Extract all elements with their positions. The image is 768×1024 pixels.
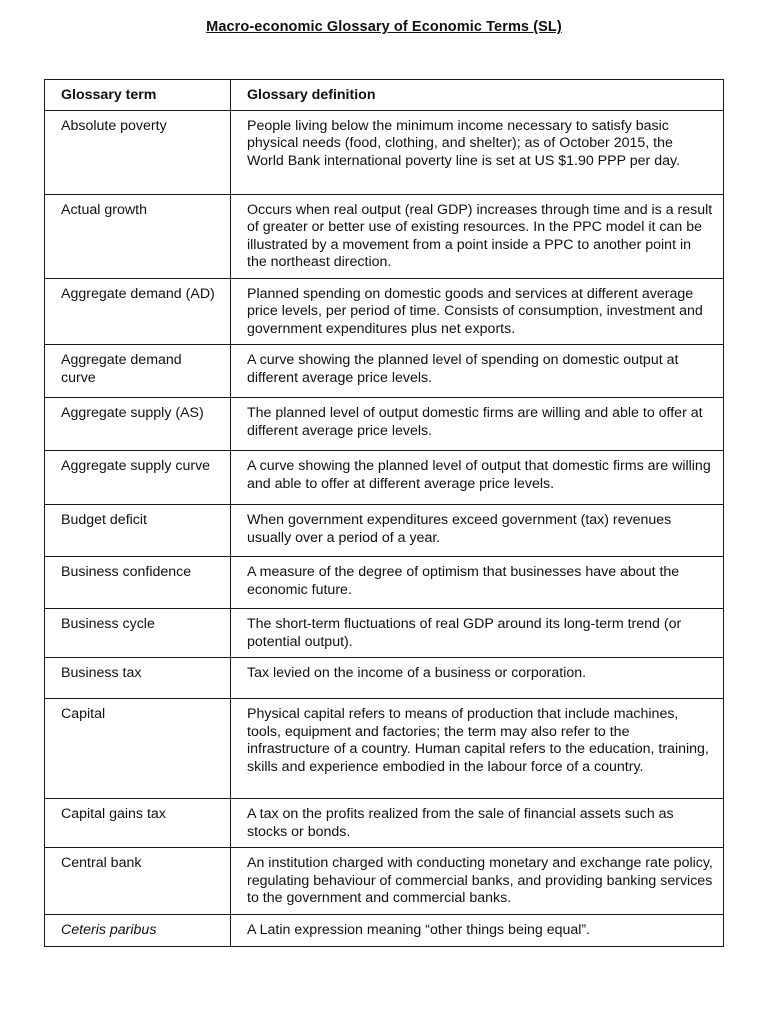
definition-cell: The planned level of output domestic firms are willing and able to offer at different average price levels. <box>231 398 724 451</box>
term-cell: Ceteris paribus <box>45 915 231 947</box>
table-row <box>45 194 724 278</box>
term-cell: Actual growth <box>45 194 231 278</box>
term-cell: Budget deficit <box>45 505 231 557</box>
column-header-term: Glossary term <box>45 80 231 111</box>
definition-cell: People living below the minimum income necessary to satisfy basic physical needs (food, clothing, and shelter); as of October 2015, the World Bank international poverty line is set at US $1.90 PPP per day. <box>231 110 724 194</box>
term-cell: Capital <box>45 699 231 799</box>
definition-cell: Occurs when real output (real GDP) increases through time and is a result of greater or better use of existing resources. In the PPC model it can be illustrated by a movement from a point inside a PPC to another point in the northeast direction. <box>231 194 724 278</box>
term-cell: Business confidence <box>45 557 231 609</box>
table-row <box>45 451 724 505</box>
glossary-table <box>44 79 724 947</box>
definition-cell: Physical capital refers to means of production that include machines, tools, equipment and factories; the term may also refer to the infrastructure of a country. Human capital refers to the education, training, skills and experience embodied in the labour force of a country. <box>231 699 724 799</box>
term-cell: Aggregate demand (AD) <box>45 278 231 345</box>
table-row <box>45 110 724 194</box>
definition-cell: A measure of the degree of optimism that businesses have about the economic future. <box>231 557 724 609</box>
table-row <box>45 609 724 658</box>
table-row <box>45 799 724 848</box>
table-header-row <box>45 80 724 111</box>
table-row <box>45 699 724 799</box>
definition-cell: A Latin expression meaning “other things being equal”. <box>231 915 724 947</box>
term-cell: Aggregate supply (AS) <box>45 398 231 451</box>
definition-cell: Planned spending on domestic goods and services at different average price levels, per period of time. Consists of consumption, investment and government expenditures plus net exports. <box>231 278 724 345</box>
table-row <box>45 915 724 947</box>
page-title: Macro-economic Glossary of Economic Terms (SL) <box>206 19 562 35</box>
table-row <box>45 505 724 557</box>
definition-cell: Tax levied on the income of a business or corporation. <box>231 658 724 699</box>
definition-cell: When government expenditures exceed government (tax) revenues usually over a period of a year. <box>231 505 724 557</box>
term-cell: Aggregate supply curve <box>45 451 231 505</box>
table-row <box>45 398 724 451</box>
table-row <box>45 345 724 398</box>
definition-cell: A curve showing the planned level of spending on domestic output at different average price levels. <box>231 345 724 398</box>
definition-cell: An institution charged with conducting monetary and exchange rate policy, regulating behaviour of commercial banks, and providing banking services to the government and commercial banks. <box>231 848 724 915</box>
definition-cell: A curve showing the planned level of output that domestic firms are willing and able to offer at different average price levels. <box>231 451 724 505</box>
term-cell: Capital gains tax <box>45 799 231 848</box>
table-row <box>45 848 724 915</box>
term-cell: Aggregate demand curve <box>45 345 231 398</box>
definition-cell: The short-term fluctuations of real GDP around its long-term trend (or potential output). <box>231 609 724 658</box>
term-cell: Business cycle <box>45 609 231 658</box>
term-cell: Absolute poverty <box>45 110 231 194</box>
definition-cell: A tax on the profits realized from the sale of financial assets such as stocks or bonds. <box>231 799 724 848</box>
term-cell: Central bank <box>45 848 231 915</box>
table-row <box>45 278 724 345</box>
column-header-definition: Glossary definition <box>231 80 724 111</box>
table-row <box>45 658 724 699</box>
term-cell: Business tax <box>45 658 231 699</box>
table-row <box>45 557 724 609</box>
